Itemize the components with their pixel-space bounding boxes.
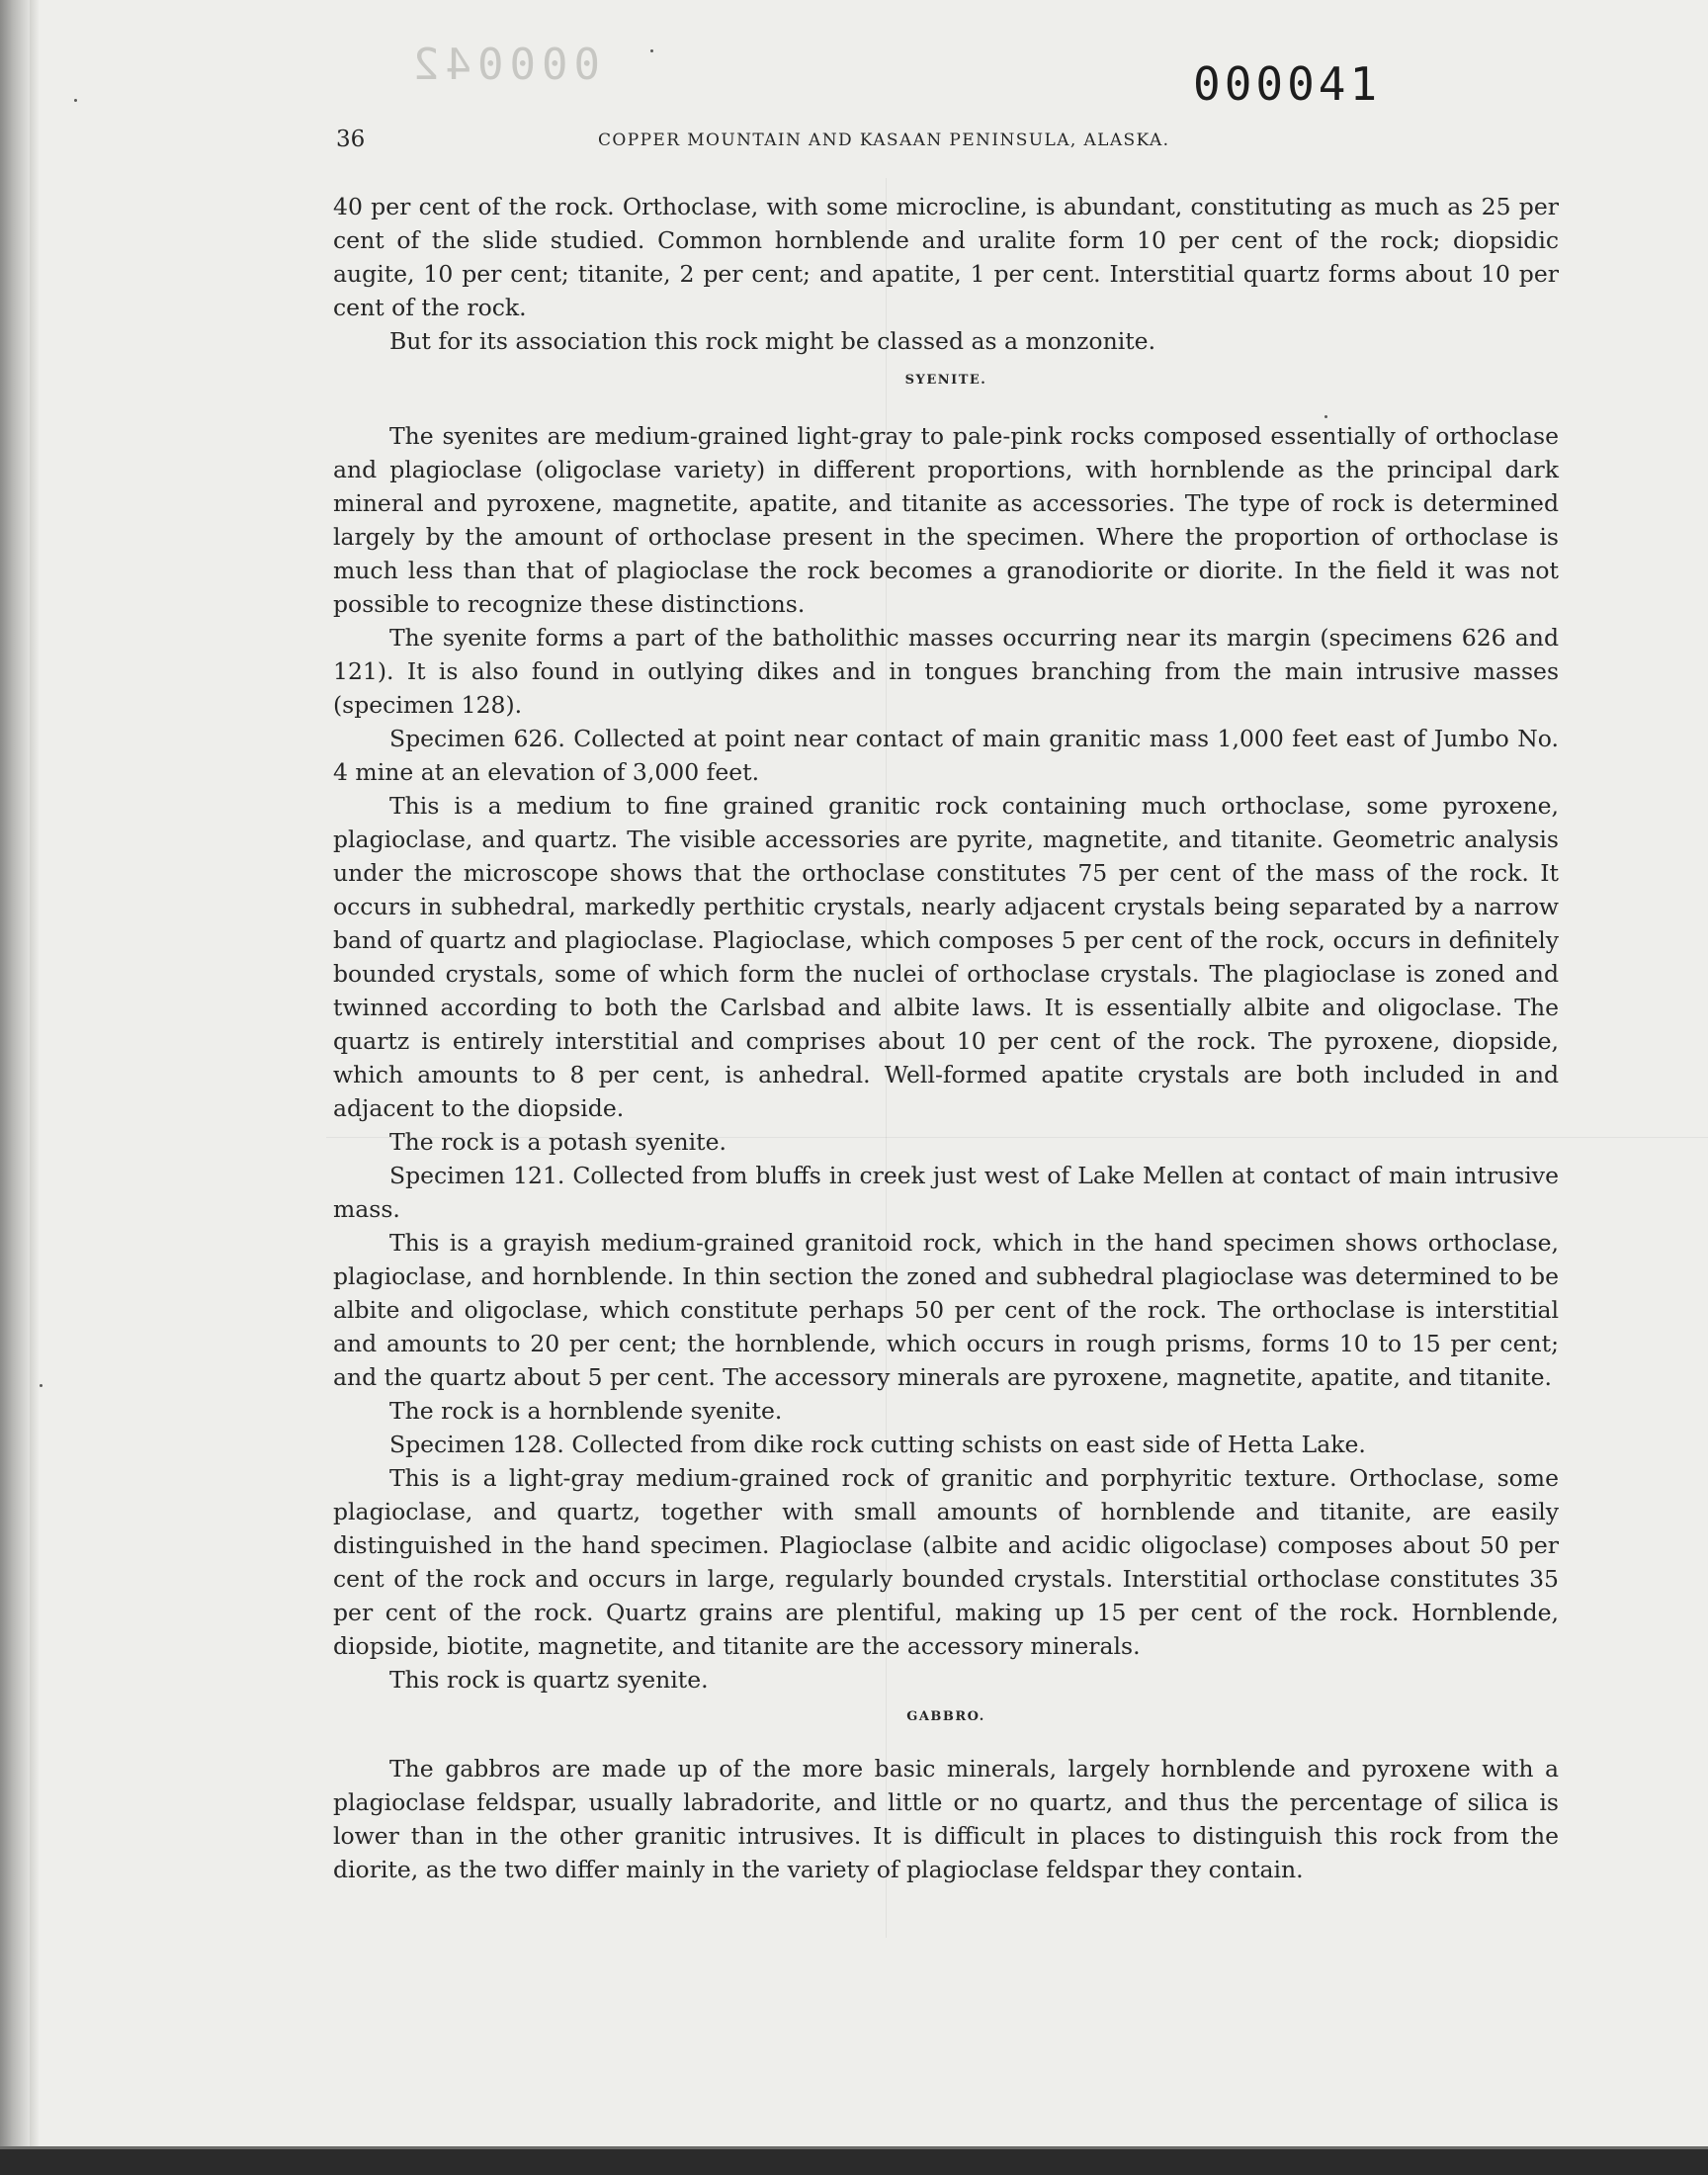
paragraph: Specimen 121. Collected from bluffs in creek just west of Lake Mellen at contact of main intrusive mass. bbox=[333, 1162, 1559, 1223]
section-heading-syenite: SYENITE. bbox=[904, 373, 987, 388]
dust-speck bbox=[74, 99, 77, 102]
paragraph: The syenites are medium-grained light-gray to pale-pink rocks composed essentially of orthoclase and plagioclase (oligoclase variety) in different proportions, with hornblende as the principal dark mineral and pyroxene, magnetite, apatite, and titanite as accessories. The type of rock is determined largely by the amount of orthoclase present in the specimen. Where the proportion of orthoclase is much less than that of plagioclase the rock becomes a granodiorite or diorite. In the field it was not possible to recognize these distinctions. bbox=[333, 422, 1559, 618]
section-heading-gabbro: GABBRO. bbox=[906, 1709, 985, 1724]
paragraph: Specimen 626. Collected at point near contact of main granitic mass 1,000 feet east of Jumbo No. 4 mine at an elevation of 3,000 feet. bbox=[333, 725, 1559, 786]
paragraph: This rock is quartz syenite. bbox=[389, 1666, 709, 1694]
paragraph: This is a light-gray medium-grained rock of granitic and porphyritic texture. Orthoclase, some plagioclase, and quartz, together with small amounts of hornblende and titanite, are easily distinguished in the hand specimen. Plagioclase (albite and acidic oligoclase) composes about 50 per cent of the rock and occurs in large, regularly bounded crystals. Interstitial orthoclase constitutes 35 per cent of the rock. Quartz grains are plentiful, making up 15 per cent of the rock. Hornblende, diopside, biotite, magnetite, and titanite are the accessory minerals. bbox=[333, 1464, 1559, 1660]
document-number-stamp: 000041 bbox=[1193, 57, 1382, 111]
page-number: 36 bbox=[336, 127, 366, 152]
paragraph: This is a grayish medium-grained granitoid rock, which in the hand specimen shows orthoclase, plagioclase, and hornblende. In thin section the zoned and subhedral plagioclase was determined to be albite and oligoclase, which constitute perhaps 50 per cent of the rock. The orthoclase is interstitial and amounts to 20 per cent; the hornblende, which occurs in rough prisms, forms 10 to 15 per cent; and the quartz about 5 per cent. The accessory minerals are pyroxene, magnetite, apatite, and titanite. bbox=[333, 1229, 1559, 1391]
scan-bottom-edge bbox=[0, 2146, 1708, 2175]
paragraph: 40 per cent of the rock. Orthoclase, with some microcline, is abundant, constituting as much as 25 per cent of the slide studied. Common hornblende and uralite form 10 per cent of the rock; diopsidic augite, 10 per cent; titanite, 2 per cent; and apatite, 1 per cent. Interstitial quartz forms about 10 per cent of the rock. bbox=[333, 193, 1559, 321]
dust-speck bbox=[650, 49, 653, 52]
paragraph: The syenite forms a part of the batholithic masses occurring near its margin (specimens 626 and 121). It is also found in outlying dikes and in tongues branching from the main intrusive masses (specimen 128). bbox=[333, 624, 1559, 719]
running-header bbox=[336, 127, 1562, 156]
scan-left-edge bbox=[0, 0, 30, 2175]
page-body bbox=[333, 190, 1559, 1886]
scan-left-shadow bbox=[30, 0, 40, 2175]
paragraph: The rock is a potash syenite. bbox=[389, 1128, 726, 1156]
paragraph: But for its association this rock might be classed as a monzonite. bbox=[389, 327, 1156, 355]
bleed-through-stamp: 000042 bbox=[407, 40, 600, 90]
dust-speck bbox=[40, 1384, 43, 1387]
paragraph: This is a medium to fine grained granitic rock containing much orthoclase, some pyroxene, plagioclase, and quartz. The visible accessories are pyrite, magnetite, and titanite. Geometric analysis under the microscope shows that the orthoclase constitutes 75 per cent of the mass of the rock. It occurs in subhedral, markedly perthitic crystals, nearly adjacent crystals being separated by a narrow band of quartz and plagioclase. Plagioclase, which composes 5 per cent of the rock, occurs in definitely bounded crystals, some of which form the nuclei of orthoclase crystals. The plagioclase is zoned and twinned according to both the Carlsbad and albite laws. It is essentially albite and oligoclase. The quartz is entirely interstitial and comprises about 10 per cent of the rock. The pyroxene, diopside, which amounts to 8 per cent, is anhedral. Well-formed apatite crystals are both included in and adjacent to the diopside. bbox=[333, 792, 1559, 1122]
paragraph: The rock is a hornblende syenite. bbox=[389, 1397, 783, 1425]
paragraph: The gabbros are made up of the more basic minerals, largely hornblende and pyroxene with a plagioclase feldspar, usually labradorite, and little or no quartz, and thus the percentage of silica is lower than in the other granitic intrusives. It is difficult in places to distinguish this rock from the diorite, as the two differ mainly in the variety of plagioclase feldspar they contain. bbox=[333, 1755, 1559, 1883]
running-title: COPPER MOUNTAIN AND KASAAN PENINSULA, ALASKA. bbox=[598, 130, 1170, 150]
paragraph: Specimen 128. Collected from dike rock cutting schists on east side of Hetta Lake. bbox=[389, 1431, 1366, 1458]
